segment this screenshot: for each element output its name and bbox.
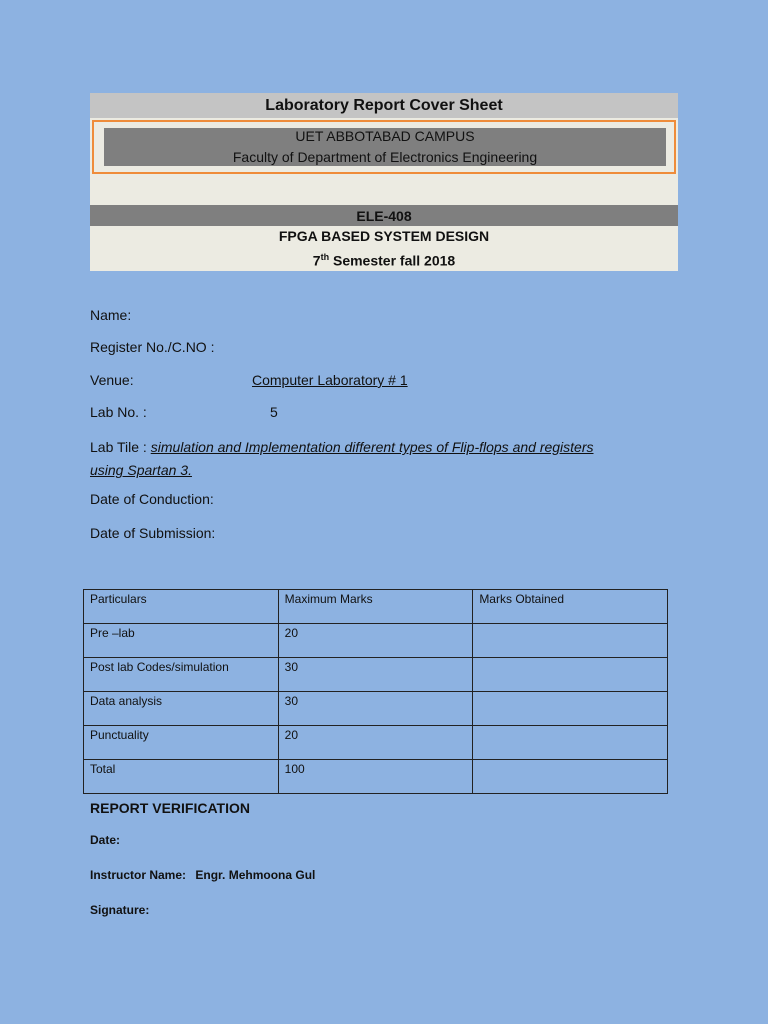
lab-title-value-2: using Spartan 3. [90, 462, 192, 478]
lab-no-value: 5 [270, 404, 278, 420]
table-row [84, 692, 668, 726]
instructor-line [90, 868, 315, 882]
course-code: ELE-408 [90, 205, 678, 226]
campus-name: UET ABBOTABAD CAMPUS [295, 128, 475, 144]
row-max-marks: 100 [278, 760, 473, 794]
row-particular: Punctuality [84, 726, 279, 760]
report-verification-title: REPORT VERIFICATION [90, 800, 250, 816]
venue-label: Venue: [90, 372, 134, 388]
row-obtained-marks[interactable] [473, 658, 668, 692]
semester-text: Semester fall 2018 [332, 252, 456, 269]
table-row [84, 726, 668, 760]
row-max-marks: 20 [278, 624, 473, 658]
row-max-marks: 20 [278, 726, 473, 760]
name-label: Name: [90, 307, 132, 323]
lab-no-label: Lab No. : [90, 404, 147, 420]
semester-line [313, 247, 455, 272]
lab-title-label: Lab Tile : [90, 439, 147, 455]
org-info [104, 128, 666, 166]
row-obtained-marks[interactable] [473, 624, 668, 658]
org-box [92, 120, 676, 174]
row-max-marks: 30 [278, 692, 473, 726]
header-particulars: Particulars [84, 590, 279, 624]
faculty-name: Faculty of Department of Electronics Engineering [232, 149, 538, 165]
lab-title [90, 436, 670, 482]
row-max-marks: 30 [278, 658, 473, 692]
row-particular: Post lab Codes/simulation [84, 658, 279, 692]
header-marks-obtained: Marks Obtained [473, 590, 668, 624]
header-maximum-marks: Maximum Marks [278, 590, 473, 624]
submission-date-label: Date of Submission: [90, 525, 216, 541]
verification-date-label: Date: [90, 833, 121, 847]
table-row [84, 760, 668, 794]
conduction-date-label: Date of Conduction: [90, 491, 214, 507]
course-detail [90, 226, 678, 271]
row-particular: Data analysis [84, 692, 279, 726]
semester-suffix: th [320, 251, 330, 262]
venue-value: Computer Laboratory # 1 [252, 372, 408, 388]
org-box-wrap [90, 118, 678, 205]
course-name: FPGA BASED SYSTEM DESIGN [278, 227, 490, 244]
lab-title-value-1: simulation and Implementation different types of Flip-flops and registers [150, 439, 594, 455]
marks-table [83, 589, 668, 794]
register-label: Register No./C.NO : [90, 339, 215, 355]
signature-label: Signature: [90, 903, 150, 917]
row-particular: Pre –lab [84, 624, 279, 658]
row-obtained-marks[interactable] [473, 692, 668, 726]
table-row [84, 624, 668, 658]
table-header-row [84, 590, 668, 624]
semester-number: 7 [312, 252, 321, 269]
instructor-label: Instructor Name: [90, 868, 187, 882]
cover-sheet-title: Laboratory Report Cover Sheet [90, 93, 678, 118]
instructor-name: Engr. Mehmoona Gul [195, 868, 316, 882]
row-obtained-marks[interactable] [473, 726, 668, 760]
header-block [90, 93, 678, 271]
row-obtained-marks[interactable] [473, 760, 668, 794]
table-row [84, 658, 668, 692]
row-particular: Total [84, 760, 279, 794]
